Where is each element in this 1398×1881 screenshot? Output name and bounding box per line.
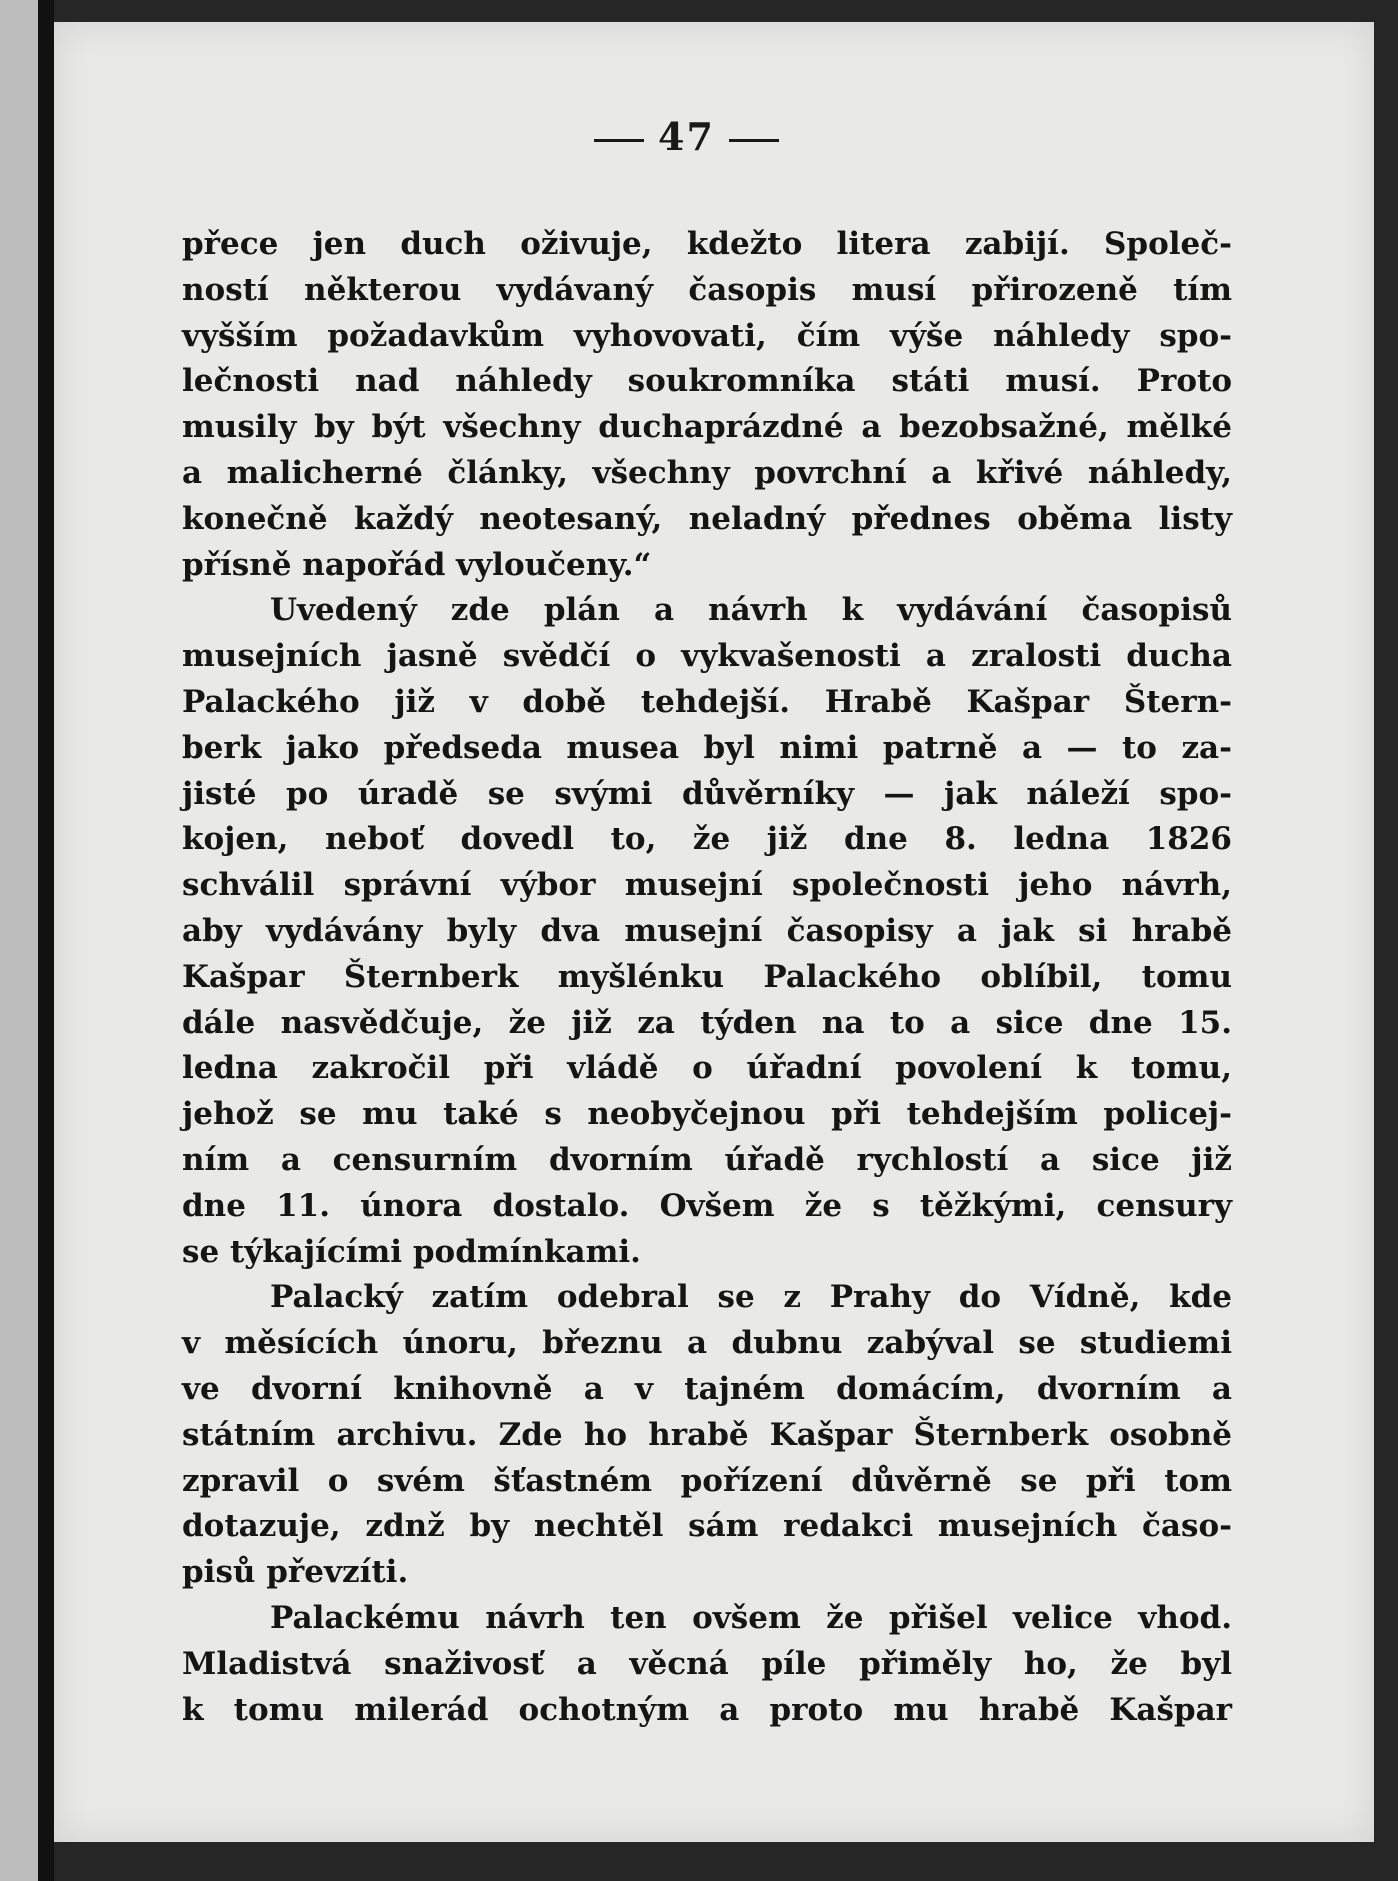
text-line: dne 11. února dostalo. Ovšem že s těžkými, censury: [182, 1187, 1232, 1224]
text-line: ve dvorní knihovně a v tajném domácím, dvorním a: [182, 1370, 1232, 1407]
text-line: Palackému návrh ten ovšem že přišel velice vhod.: [270, 1599, 1232, 1636]
text-line: ním a censurním dvorním úřadě rychlostí a sice již: [182, 1141, 1232, 1178]
text-line: v měsících únoru, březnu a dubnu zabýval se studiemi: [182, 1325, 1232, 1362]
body-text: [182, 222, 1232, 1733]
text-line: aby vydávány byly dva musejní časopisy a jak si hrabě: [182, 912, 1232, 949]
text-line: jisté po úradě se svými důvěrníky — jak náleží spo-: [182, 775, 1232, 812]
text-line: Uvedený zde plán a návrh k vydávání časopisů: [270, 592, 1232, 629]
text-line: Palacký zatím odebral se z Prahy do Vídně, kde: [270, 1279, 1232, 1316]
page-number: [54, 114, 1319, 159]
book-gutter: [38, 0, 54, 1881]
page-sheet: [54, 22, 1374, 1842]
text-line: se týkajícími podmínkami.: [182, 1233, 641, 1270]
text-line: dále nasvědčuje, že již za týden na to a sice dne 15.: [182, 1004, 1232, 1041]
text-line: Mladistvá snaživosť a věcná píle přiměly ho, že byl: [182, 1645, 1232, 1682]
text-line: a malicherné články, všechny povrchní a křivé náhledy,: [182, 454, 1232, 491]
text-line: jehož se mu také s neobyčejnou při tehdejším policej-: [182, 1096, 1232, 1133]
text-line: ledna zakročil při vládě o úřadní povolení k tomu,: [182, 1050, 1232, 1087]
text-line: k tomu milerád ochotným a proto mu hrabě Kašpar: [182, 1691, 1232, 1728]
dash-left: [594, 139, 644, 142]
text-line: dotazuje, zdnž by nechtěl sám redakci musejních časo-: [182, 1508, 1232, 1545]
text-line: přísně napořád vyloučeny.“: [182, 546, 652, 583]
text-line: musily by být všechny duchaprázdné a bezobsažné, mělké: [182, 409, 1232, 446]
text-line: konečně každý neotesaný, neladný přednes oběma listy: [182, 500, 1232, 537]
text-line: státním archivu. Zde ho hrabě Kašpar Šternberk osobně: [182, 1416, 1232, 1453]
dash-right: [729, 139, 779, 142]
text-line: přece jen duch oživuje, kdežto litera zabijí. Společ-: [182, 226, 1232, 262]
page-number-value: 47: [658, 114, 715, 159]
text-line: lečnosti nad náhledy soukromníka státi musí. Proto: [182, 363, 1232, 400]
text-line: Palackého již v době tehdejší. Hrabě Kašpar Štern-: [182, 683, 1232, 720]
text-line: kojen, neboť dovedl to, že již dne 8. ledna 1826: [182, 821, 1232, 858]
text-line: ností některou vydávaný časopis musí přirozeně tím: [182, 271, 1232, 308]
text-line: Kašpar Šternberk myšlénku Palackého oblíbil, tomu: [182, 958, 1232, 995]
text-line: musejních jasně svědčí o vykvašenosti a zralosti ducha: [182, 638, 1232, 675]
text-line: zpravil o svém šťastném pořízení důvěrně se při tom: [182, 1462, 1232, 1499]
text-line: berk jako předseda musea byl nimi patrně a — to za-: [182, 729, 1232, 766]
text-line: schválil správní výbor musejní společnosti jeho návrh,: [182, 867, 1232, 904]
previous-page-edge: [0, 0, 38, 1881]
text-line: vyšším požadavkům vyhovovati, čím výše náhledy spo-: [182, 317, 1232, 354]
text-line: pisů převzíti.: [182, 1554, 409, 1591]
